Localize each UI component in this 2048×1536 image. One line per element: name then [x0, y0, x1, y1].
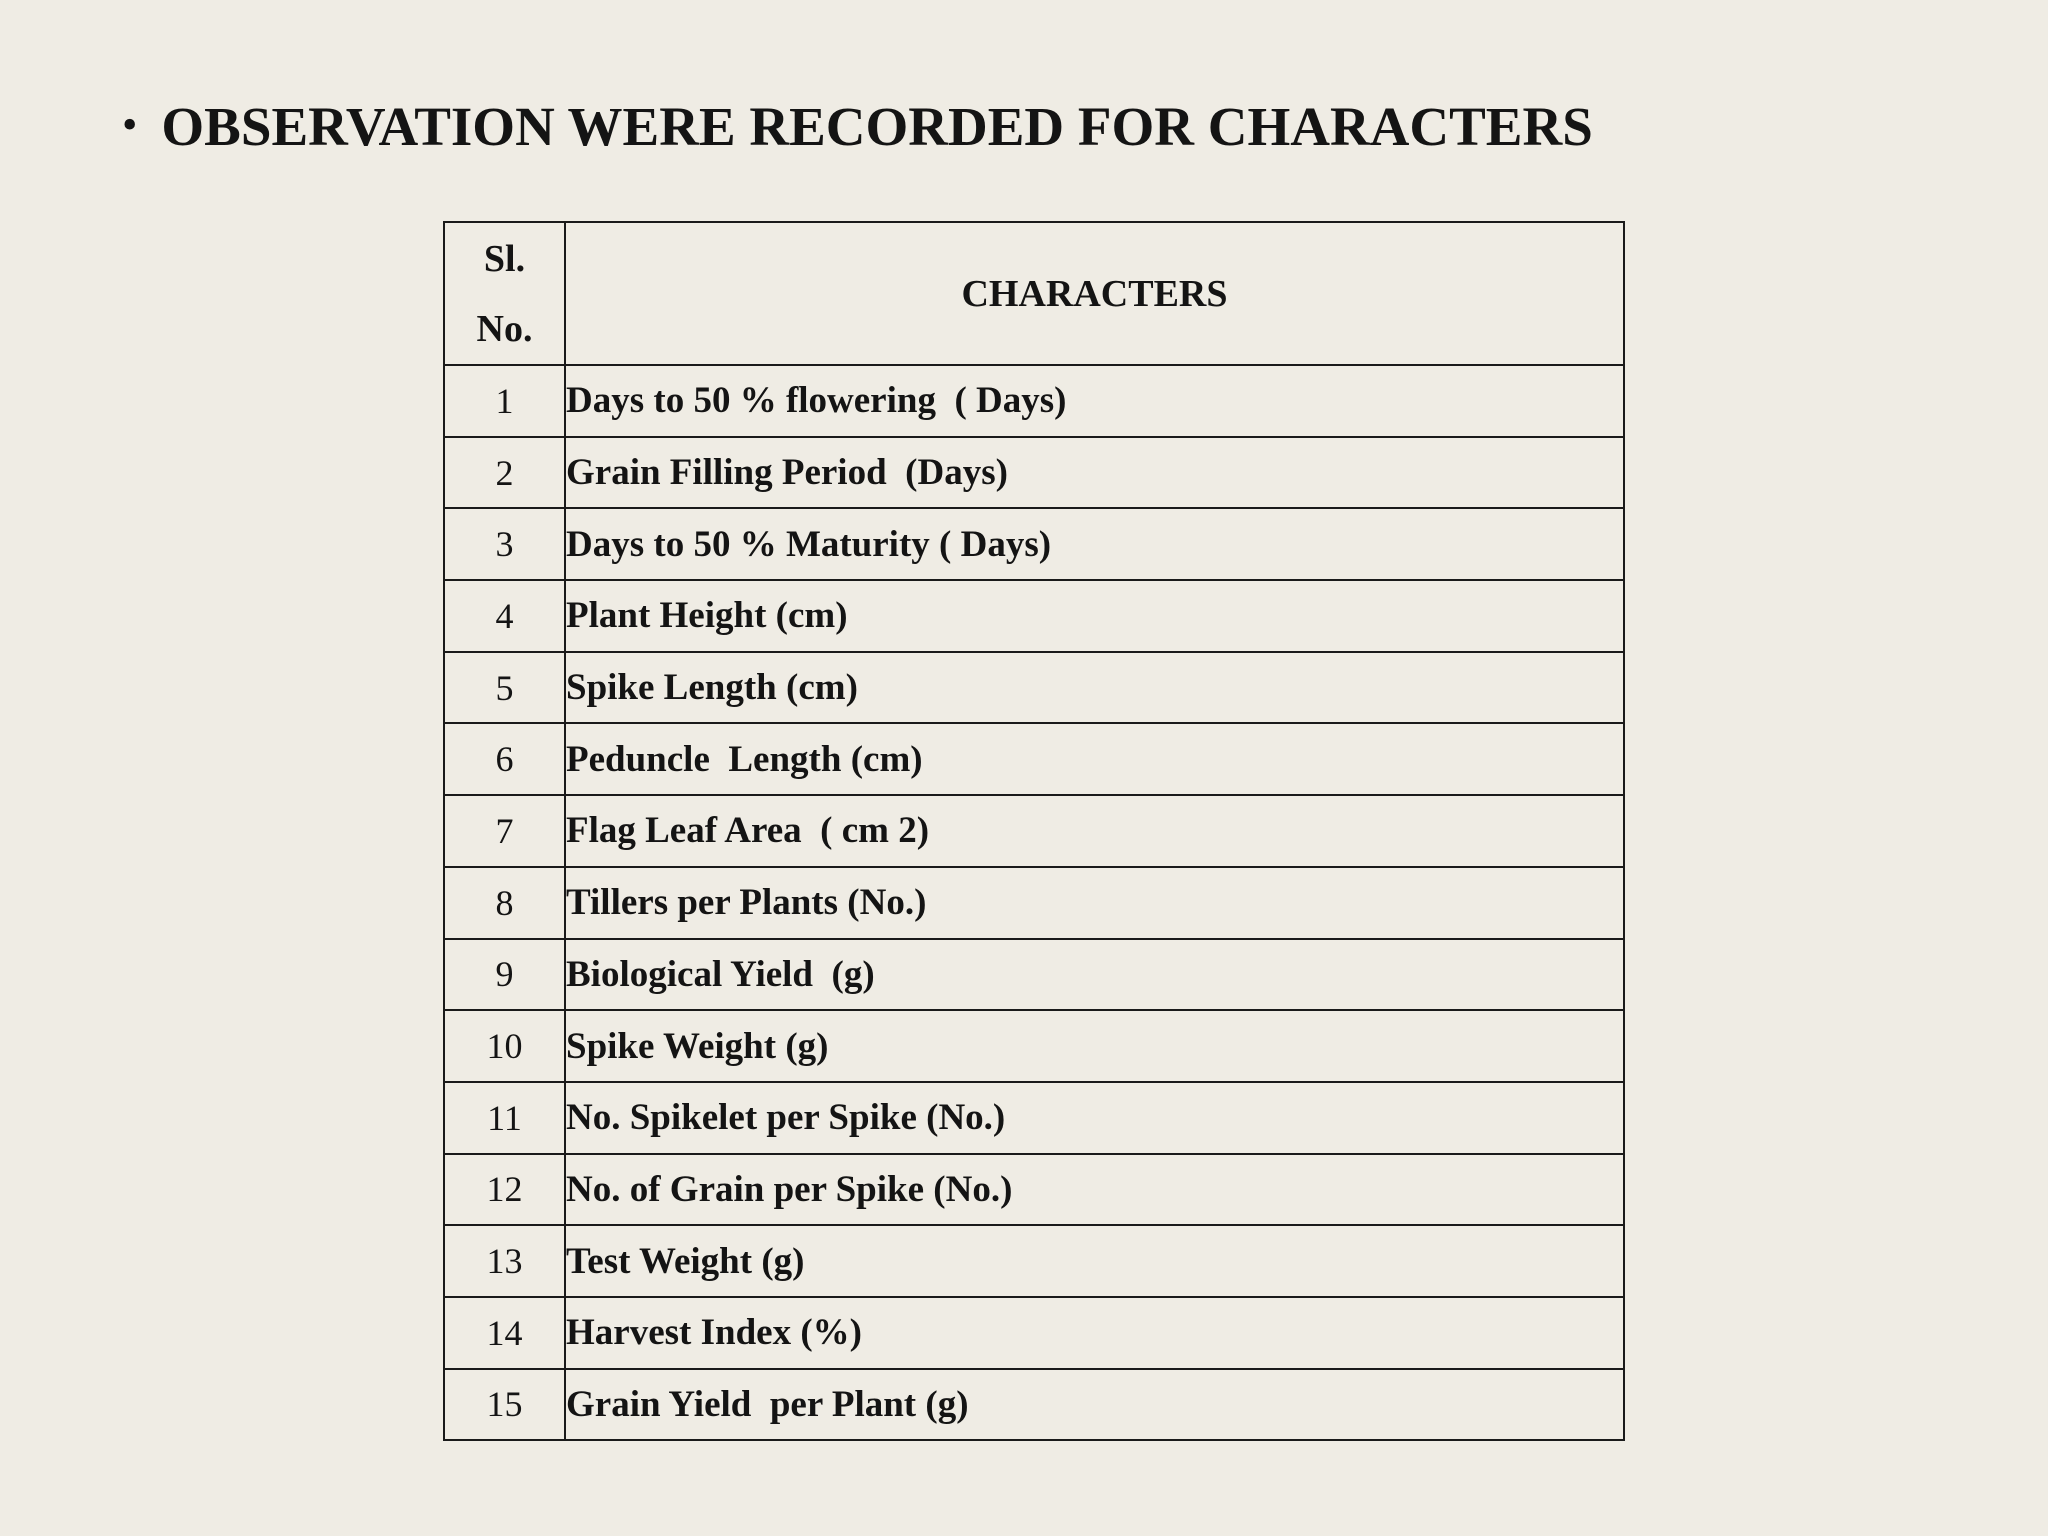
character-cell: No. Spikelet per Spike (No.): [565, 1082, 1624, 1154]
serial-number-cell: 3: [444, 508, 565, 580]
character-cell: No. of Grain per Spike (No.): [565, 1154, 1624, 1226]
table-row: [444, 365, 1624, 437]
table-row: [444, 1082, 1624, 1154]
table-row: [444, 1154, 1624, 1226]
table-row: [444, 1010, 1624, 1082]
table-row: [444, 652, 1624, 724]
table-row: [444, 795, 1624, 867]
table-row: [444, 723, 1624, 795]
serial-number-cell: 10: [444, 1010, 565, 1082]
table-header-row: [444, 222, 1624, 365]
serial-number-cell: 15: [444, 1369, 565, 1441]
serial-number-header-line2: No.: [476, 307, 533, 350]
table-row: [444, 939, 1624, 1011]
table-row: [444, 580, 1624, 652]
character-cell: Test Weight (g): [565, 1225, 1624, 1297]
serial-number-cell: 4: [444, 580, 565, 652]
serial-number-cell: 2: [444, 437, 565, 509]
character-cell: Grain Filling Period (Days): [565, 437, 1624, 509]
serial-number-cell: 11: [444, 1082, 565, 1154]
serial-number-cell: 1: [444, 365, 565, 437]
slide-title: [122, 92, 1593, 162]
table-row: [444, 1225, 1624, 1297]
table-row: [444, 508, 1624, 580]
bullet-icon: •: [122, 100, 138, 149]
table-row: [444, 1297, 1624, 1369]
characters-table: [443, 221, 1625, 1441]
character-cell: Peduncle Length (cm): [565, 723, 1624, 795]
serial-number-header-line1: Sl.: [483, 237, 526, 280]
character-cell: Days to 50 % flowering ( Days): [565, 365, 1624, 437]
serial-number-header: [444, 222, 565, 365]
serial-number-cell: 5: [444, 652, 565, 724]
character-cell: Days to 50 % Maturity ( Days): [565, 508, 1624, 580]
character-cell: Grain Yield per Plant (g): [565, 1369, 1624, 1441]
character-cell: Tillers per Plants (No.): [565, 867, 1624, 939]
table-row: [444, 437, 1624, 509]
serial-number-cell: 14: [444, 1297, 565, 1369]
character-cell: Plant Height (cm): [565, 580, 1624, 652]
character-cell: Flag Leaf Area ( cm 2): [565, 795, 1624, 867]
table-row: [444, 867, 1624, 939]
serial-number-cell: 8: [444, 867, 565, 939]
table-body: [444, 365, 1624, 1440]
slide-title-text: OBSERVATION WERE RECORDED FOR CHARACTERS: [161, 96, 1593, 157]
character-cell: Spike Length (cm): [565, 652, 1624, 724]
serial-number-cell: 12: [444, 1154, 565, 1226]
serial-number-cell: 6: [444, 723, 565, 795]
table-row: [444, 1369, 1624, 1441]
character-cell: Harvest Index (%): [565, 1297, 1624, 1369]
serial-number-cell: 7: [444, 795, 565, 867]
characters-header: CHARACTERS: [565, 222, 1624, 365]
character-cell: Spike Weight (g): [565, 1010, 1624, 1082]
serial-number-cell: 13: [444, 1225, 565, 1297]
serial-number-cell: 9: [444, 939, 565, 1011]
character-cell: Biological Yield (g): [565, 939, 1624, 1011]
